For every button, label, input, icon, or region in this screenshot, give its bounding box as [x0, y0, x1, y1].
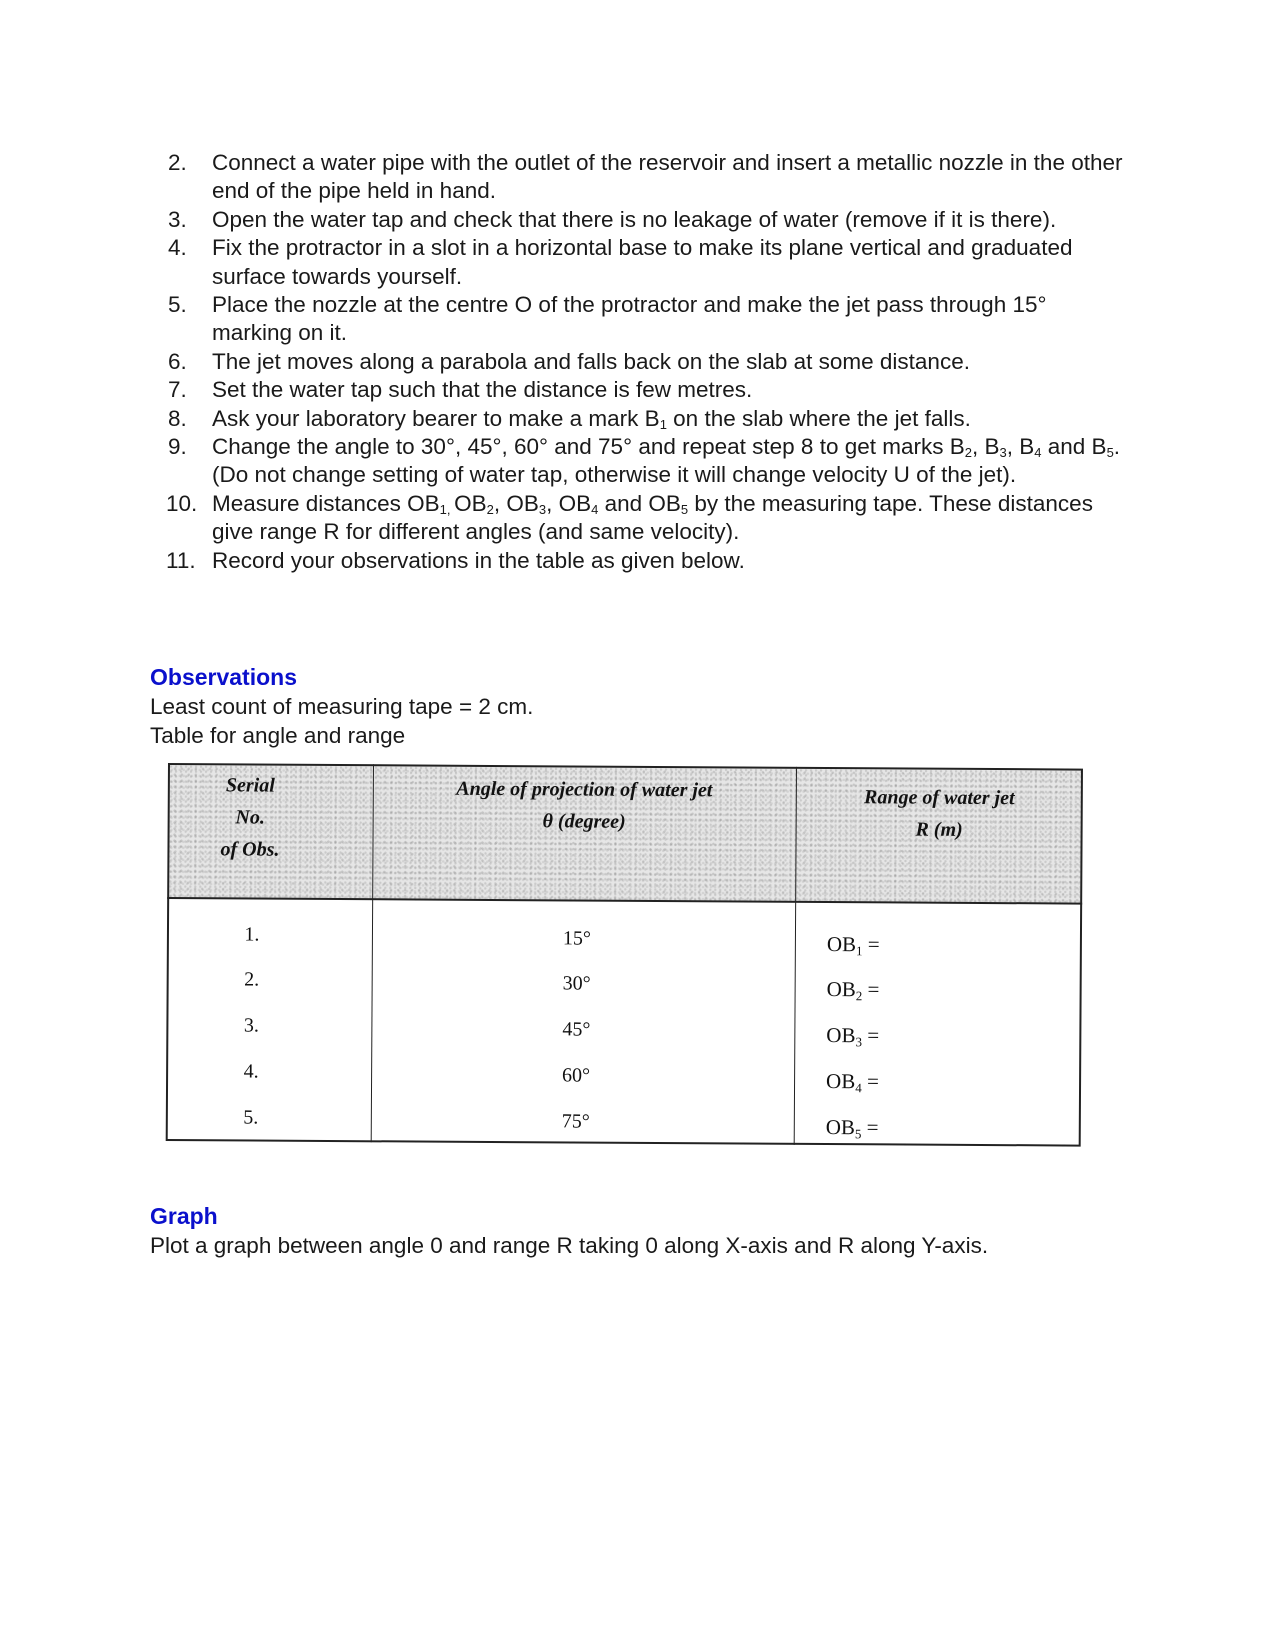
header-line: Serial	[225, 774, 275, 797]
subscript: 4	[855, 1080, 862, 1096]
header-serial	[167, 763, 373, 904]
step-text: Set the water tap such that the distance is few metres.	[212, 377, 753, 403]
text-fragment: , B	[972, 434, 1000, 460]
subscript: 3	[538, 501, 547, 517]
subscript: 1	[856, 943, 863, 959]
step-9	[168, 433, 1128, 490]
subscript: 4	[591, 501, 599, 517]
subscript: 2	[855, 988, 863, 1004]
serial-cell: 4.	[243, 1060, 259, 1083]
range-label: OB	[826, 977, 856, 1002]
step-2	[168, 149, 1128, 206]
text-fragment: Change the angle to 30°, 45°, 60° and 75° and repeat step 8 to get marks B	[212, 434, 965, 460]
angle-cell: 75°	[561, 1110, 590, 1133]
text-fragment: Ask your laboratory bearer to make a mark B	[212, 405, 660, 431]
table-row	[167, 915, 1082, 967]
text-fragment: .	[1113, 434, 1121, 460]
step-8	[168, 405, 1128, 433]
range-cell	[826, 1023, 879, 1048]
text-fragment: , OB	[546, 490, 592, 516]
subscript: 5	[1106, 445, 1114, 461]
step-text: Connect a water pipe with the outlet of the reservoir and insert a metallic nozzle in the other end of the pipe held in hand.	[212, 150, 1123, 204]
text-fragment: Measure distances OB	[212, 490, 440, 516]
step-text: Place the nozzle at the centre O of the protractor and make the jet pass through 15° marking on it.	[212, 292, 1047, 346]
subscript: 2	[964, 445, 972, 461]
step-text	[212, 491, 1093, 544]
step-number: 7.	[168, 377, 187, 403]
range-label: OB	[825, 1115, 856, 1140]
subscript: 4	[1034, 445, 1042, 461]
graph-instruction: Plot a graph between angle 0 and range R taking 0 along X-axis and R along Y-axis.	[150, 1233, 989, 1258]
step-text	[212, 406, 971, 431]
subscript: 5	[680, 501, 689, 517]
range-cell	[826, 1069, 879, 1094]
text-fragment: OB	[454, 490, 487, 516]
table-row	[167, 960, 1082, 1012]
step-text	[212, 434, 1120, 459]
step-number: 5.	[168, 292, 187, 318]
step-number: 9.	[168, 434, 187, 460]
serial-cell: 2.	[244, 968, 260, 991]
step-number: 11.	[166, 547, 196, 573]
step-3	[168, 206, 1128, 234]
step-4	[168, 234, 1128, 291]
subscript: 3	[855, 1034, 863, 1050]
subscript: 1	[659, 416, 667, 432]
text-fragment: on the slab where the jet falls.	[666, 405, 971, 431]
step-text: Fix the protractor in a slot in a horizontal base to make its plane vertical and graduated surface towards yourself.	[212, 235, 1073, 289]
text-fragment: and OB	[598, 490, 681, 516]
angle-cell: 45°	[562, 1018, 591, 1041]
step-text: Open the water tap and check that there is no leakage of water (remove if it is there).	[212, 206, 1057, 232]
range-equals: =	[861, 1023, 880, 1048]
range-label: OB	[825, 1069, 856, 1094]
observations-heading: Observations	[150, 664, 297, 690]
angle-cell: 60°	[562, 1064, 591, 1087]
range-label: OB	[826, 1023, 856, 1048]
serial-cell: 5.	[243, 1106, 259, 1129]
step-number: 8.	[168, 405, 187, 431]
range-equals: =	[862, 932, 880, 957]
step-number: 2.	[168, 150, 187, 175]
header-line: Range of water jet	[863, 786, 1015, 810]
step-note: (Do not change setting of water tap, otherwise it will change velocity U of the jet).	[212, 462, 1017, 488]
step-text: Record your observations in the table as given below.	[212, 547, 745, 573]
angle-cell: 30°	[562, 972, 591, 995]
text-fragment: , OB	[493, 490, 539, 516]
range-cell	[827, 977, 880, 1002]
text-fragment: by the measuring tape. These distances give range R for different angles (and same velocity).	[212, 490, 1093, 545]
text-fragment: and B	[1041, 434, 1107, 460]
table-row	[166, 1098, 1081, 1150]
header-angle	[372, 764, 796, 909]
subscript: 2	[486, 501, 494, 517]
subscript: 5	[854, 1126, 862, 1142]
step-7	[168, 376, 1128, 404]
header-line: No.	[235, 806, 265, 829]
step-number: 4.	[168, 235, 187, 261]
angle-cell: 15°	[562, 927, 592, 950]
least-count-text: Least count of measuring tape = 2 cm.	[150, 694, 534, 719]
range-equals: =	[862, 977, 880, 1002]
serial-cell: 1.	[244, 923, 260, 946]
step-text: The jet moves along a parabola and falls back on the slab at some distance.	[212, 348, 970, 374]
step-10	[168, 490, 1128, 547]
range-label: OB	[826, 932, 857, 957]
range-equals: =	[861, 1115, 879, 1140]
range-cell	[827, 932, 880, 957]
table-row	[166, 1052, 1081, 1104]
procedure-steps	[168, 149, 1128, 575]
subscript: 3	[999, 445, 1007, 461]
serial-cell: 3.	[243, 1014, 259, 1037]
header-line: R (m)	[915, 818, 963, 841]
step-6	[168, 348, 1128, 376]
table-row	[166, 1006, 1081, 1058]
step-11	[168, 547, 1128, 575]
header-line: Angle of projection of water jet	[456, 777, 713, 802]
range-equals: =	[861, 1069, 879, 1094]
step-number: 6.	[168, 348, 187, 374]
step-number: 10.	[166, 490, 198, 516]
subscript: 1,	[439, 501, 455, 517]
graph-heading: Graph	[150, 1203, 218, 1229]
step-5	[168, 291, 1128, 348]
table-caption: Table for angle and range	[150, 723, 406, 748]
step-number: 3.	[168, 206, 187, 232]
header-line: θ (degree)	[542, 810, 626, 833]
header-line: of Obs.	[220, 838, 280, 861]
range-cell	[826, 1115, 879, 1140]
text-fragment: , B	[1006, 434, 1035, 460]
observation-table	[166, 763, 1083, 1147]
header-range	[795, 767, 1083, 917]
